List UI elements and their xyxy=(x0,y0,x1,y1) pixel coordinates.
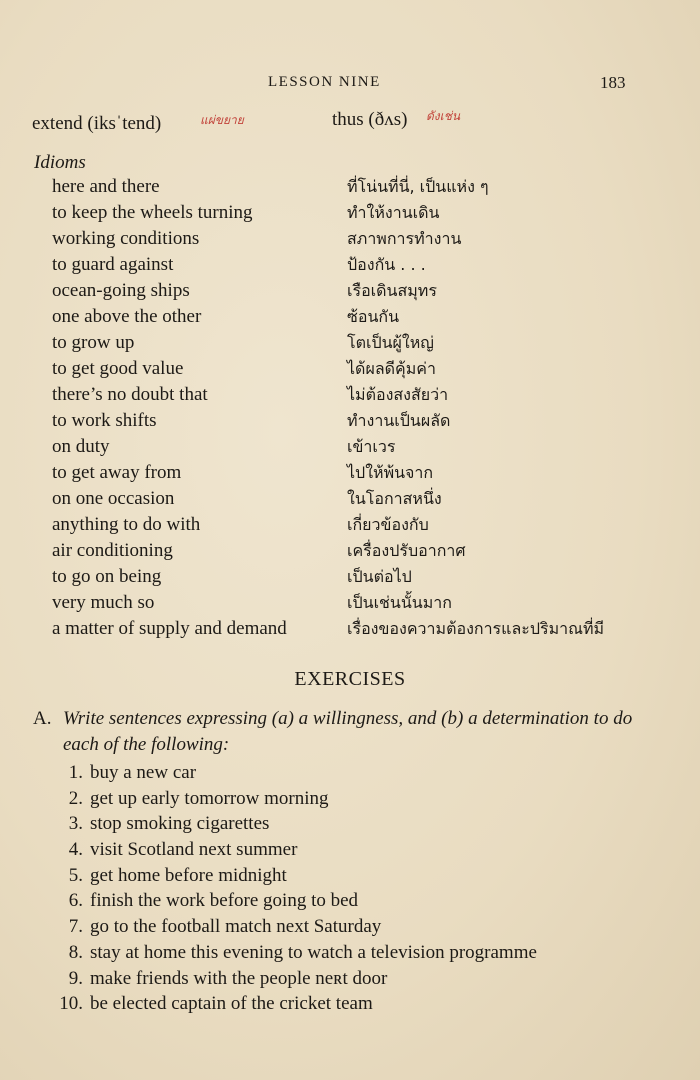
idiom-row xyxy=(52,538,672,564)
idiom-list xyxy=(52,174,672,642)
exercise-text: get home before midnight xyxy=(90,864,287,886)
idiom-english: working conditions xyxy=(52,228,200,249)
exercise-text: buy a new car xyxy=(90,762,197,783)
exercise-text: stay at home this evening to watch a television programme xyxy=(90,941,537,963)
idiom-english: to keep the wheels turning xyxy=(52,202,253,223)
idiom-english: one above the other xyxy=(52,306,202,327)
idiom-row xyxy=(52,304,672,330)
idiom-row xyxy=(52,226,672,252)
idiom-row xyxy=(52,512,672,538)
exercise-item xyxy=(60,839,660,865)
exercise-item xyxy=(60,865,660,891)
idiom-row xyxy=(52,174,672,200)
exercise-number: 4. xyxy=(68,839,83,861)
idiom-english: to get away from xyxy=(52,462,182,483)
idiom-english: to work shifts xyxy=(52,410,157,431)
idiom-english: to get good value xyxy=(52,358,184,379)
exercise-item xyxy=(60,813,660,839)
exercise-text: go to the football match next Saturday xyxy=(90,916,382,938)
exercise-text: stop smoking cigarettes xyxy=(90,813,270,835)
idioms-heading: Idioms xyxy=(34,152,86,173)
page-number: 183 xyxy=(600,73,626,92)
idiom-row xyxy=(52,382,672,408)
idiom-row xyxy=(52,460,672,486)
idiom-thai: ได้ผลดีคุ้มค่า xyxy=(347,359,436,378)
pronunciation-extend: extend (iksˈtend) xyxy=(32,113,162,134)
idiom-thai: ที่โน่นที่นี่, เป็นแห่ง ๆ xyxy=(347,177,489,196)
idiom-english: to grow up xyxy=(52,332,135,353)
idiom-thai: สภาพการทำงาน xyxy=(347,229,462,248)
idiom-row xyxy=(52,356,672,382)
idiom-english: a matter of supply and demand xyxy=(52,618,287,639)
idiom-thai: ป้องกัน . . . xyxy=(347,255,426,274)
idiom-english: very much so xyxy=(52,592,155,613)
idiom-thai: ไปให้พ้นจาก xyxy=(347,463,434,482)
idiom-english: here and there xyxy=(52,176,160,197)
idiom-row xyxy=(52,486,672,512)
exercise-text: be elected captain of the cricket team xyxy=(90,993,373,1015)
exercise-number: 2. xyxy=(68,787,83,809)
idiom-english: there’s no doubt that xyxy=(52,384,208,405)
idiom-english: on duty xyxy=(52,436,110,457)
exercise-item xyxy=(60,788,660,814)
exercise-number: 3. xyxy=(68,813,83,835)
pronunciation-thus: thus (ðʌs) xyxy=(332,109,408,130)
page-header xyxy=(0,74,700,98)
exercises-heading: EXERCISES xyxy=(294,668,406,690)
exercise-text: get up early tomorrow morning xyxy=(90,787,329,809)
exercise-text: visit Scotland next summer xyxy=(90,839,298,861)
exercise-item xyxy=(60,762,660,788)
idiom-english: air conditioning xyxy=(52,540,173,561)
exercise-number: 6. xyxy=(68,890,83,912)
idiom-row xyxy=(52,408,672,434)
idiom-thai: ในโอกาสหนึ่ง xyxy=(347,489,442,508)
exercise-list xyxy=(60,762,660,1019)
idiom-thai: เข้าเวร xyxy=(347,437,396,456)
exercise-number: 9. xyxy=(68,967,83,989)
exercise-item xyxy=(60,993,660,1019)
exercise-number: 7. xyxy=(68,916,83,938)
exercise-item xyxy=(60,916,660,942)
idiom-row xyxy=(52,330,672,356)
idiom-thai: ทำให้งานเดิน xyxy=(347,203,440,222)
instruction-letter: A. xyxy=(33,708,52,729)
idiom-thai: เป็นต่อไป xyxy=(347,567,412,586)
idiom-row xyxy=(52,434,672,460)
idiom-english: to guard against xyxy=(52,254,174,275)
idiom-english: anything to do with xyxy=(52,514,201,535)
idiom-english: ocean-going ships xyxy=(52,280,190,301)
idiom-thai: เกี่ยวข้องกับ xyxy=(347,515,429,534)
idiom-thai: เป็นเช่นนั้นมาก xyxy=(347,593,452,612)
exercise-number: 8. xyxy=(68,941,83,963)
exercise-item xyxy=(60,942,660,968)
exercise-text: finish the work before going to bed xyxy=(90,890,359,912)
idiom-row xyxy=(52,252,672,278)
exercise-text: make friends with the people neʀt door xyxy=(90,967,388,989)
idiom-row xyxy=(52,590,672,616)
handwritten-annotation-right: ดังเช่น xyxy=(426,109,461,123)
handwritten-annotation-left: แผ่ขยาย xyxy=(200,113,244,127)
idiom-thai: ซ้อนกัน xyxy=(347,307,400,326)
instruction-text: Write sentences expressing (a) a willingness, and (b) a determination to do each of the following: xyxy=(63,708,633,755)
exercise-number: 1. xyxy=(68,762,83,783)
running-title: LESSON NINE xyxy=(268,74,381,90)
idiom-thai: โตเป็นผู้ใหญ่ xyxy=(347,333,434,352)
idiom-english: on one occasion xyxy=(52,488,175,509)
idiom-row xyxy=(52,616,672,642)
exercise-item xyxy=(60,890,660,916)
idiom-thai: ไม่ต้องสงสัยว่า xyxy=(347,385,449,404)
pronunciation-row xyxy=(32,109,672,143)
idiom-thai: เครื่องปรับอากาศ xyxy=(347,541,466,560)
exercise-number: 5. xyxy=(68,864,83,886)
idiom-row xyxy=(52,564,672,590)
idiom-thai: เรือเดินสมุทร xyxy=(347,281,437,300)
idiom-row xyxy=(52,200,672,226)
idiom-thai: ทำงานเป็นผลัด xyxy=(347,411,451,430)
exercise-item xyxy=(60,968,660,994)
idiom-english: to go on being xyxy=(52,566,162,587)
idiom-thai: เรื่องของความต้องการและปริมาณที่มี xyxy=(347,619,605,638)
idiom-row xyxy=(52,278,672,304)
exercise-number: 10. xyxy=(59,993,83,1015)
